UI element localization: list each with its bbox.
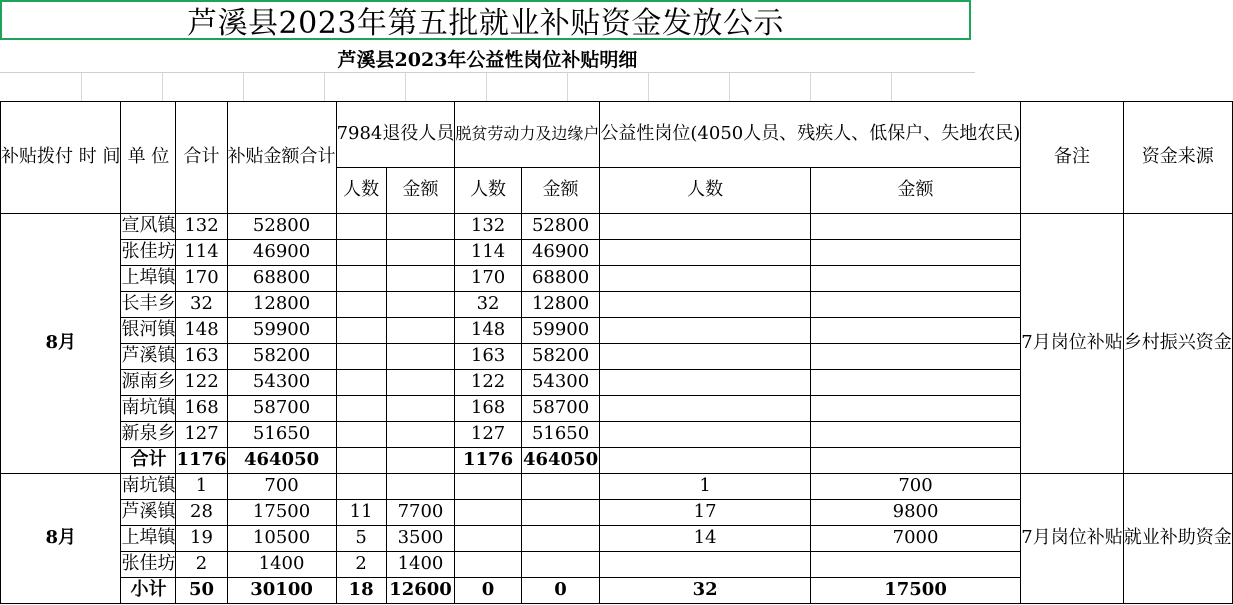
unit-cell: 芦溪镇	[121, 500, 176, 526]
amount-cell: 54300	[227, 370, 336, 396]
public-count-cell	[600, 552, 810, 578]
poverty-count-cell: 170	[455, 266, 521, 292]
poverty-count-cell: 132	[455, 214, 521, 240]
public-count-cell	[600, 214, 810, 240]
veterans-count-cell	[336, 292, 386, 318]
veterans-amount-cell: 7700	[386, 500, 455, 526]
header-total: 合计	[176, 102, 227, 214]
veterans-amount-cell	[386, 318, 455, 344]
veterans-count-cell: 18	[336, 578, 386, 604]
veterans-amount-cell	[386, 344, 455, 370]
public-amount-cell	[810, 396, 1020, 422]
header-people: 人数	[600, 168, 810, 214]
total-cell: 122	[176, 370, 227, 396]
public-amount-cell: 700	[810, 474, 1020, 500]
total-cell: 163	[176, 344, 227, 370]
total-cell: 50	[176, 578, 227, 604]
header-money: 金额	[386, 168, 455, 214]
header-note: 备注	[1021, 102, 1123, 214]
veterans-count-cell	[336, 448, 386, 474]
veterans-count-cell	[336, 266, 386, 292]
veterans-count-cell: 2	[336, 552, 386, 578]
poverty-amount-cell	[521, 474, 600, 500]
veterans-amount-cell: 1400	[386, 552, 455, 578]
public-amount-cell: 9800	[810, 500, 1020, 526]
table-row	[1, 474, 1233, 500]
header-people: 人数	[455, 168, 521, 214]
amount-cell: 17500	[227, 500, 336, 526]
total-cell: 1	[176, 474, 227, 500]
veterans-count-cell	[336, 214, 386, 240]
veterans-amount-cell	[386, 214, 455, 240]
unit-cell: 上埠镇	[121, 526, 176, 552]
blank-spacer-row	[0, 73, 975, 101]
amount-cell: 1400	[227, 552, 336, 578]
public-amount-cell	[810, 448, 1020, 474]
poverty-amount-cell: 51650	[521, 422, 600, 448]
public-amount-cell	[810, 266, 1020, 292]
poverty-count-cell: 168	[455, 396, 521, 422]
public-count-cell	[600, 448, 810, 474]
unit-cell: 新泉乡	[121, 422, 176, 448]
table-row	[1, 214, 1233, 240]
veterans-count-cell	[336, 370, 386, 396]
veterans-amount-cell	[386, 448, 455, 474]
veterans-amount-cell	[386, 292, 455, 318]
poverty-amount-cell	[521, 526, 600, 552]
veterans-amount-cell: 3500	[386, 526, 455, 552]
document-title: 芦溪县2023年第五批就业补贴资金发放公示	[0, 0, 971, 40]
amount-cell: 51650	[227, 422, 336, 448]
header-people: 人数	[336, 168, 386, 214]
amount-cell: 30100	[227, 578, 336, 604]
header-source: 资金来源	[1123, 102, 1232, 214]
total-cell: 1176	[176, 448, 227, 474]
public-count-cell	[600, 292, 810, 318]
public-amount-cell: 7000	[810, 526, 1020, 552]
veterans-count-cell	[336, 422, 386, 448]
subsidy-table	[0, 101, 1233, 604]
poverty-count-cell: 0	[455, 578, 521, 604]
header-row-1	[1, 102, 1233, 168]
veterans-amount-cell	[386, 396, 455, 422]
unit-cell: 南坑镇	[121, 474, 176, 500]
public-count-cell	[600, 370, 810, 396]
public-amount-cell	[810, 552, 1020, 578]
public-count-cell: 32	[600, 578, 810, 604]
fund-source-cell: 就业补助资金	[1123, 474, 1232, 604]
amount-cell: 68800	[227, 266, 336, 292]
poverty-count-cell: 114	[455, 240, 521, 266]
poverty-amount-cell: 58700	[521, 396, 600, 422]
veterans-amount-cell	[386, 266, 455, 292]
unit-cell: 小计	[121, 578, 176, 604]
total-cell: 19	[176, 526, 227, 552]
veterans-amount-cell: 12600	[386, 578, 455, 604]
poverty-count-cell	[455, 474, 521, 500]
public-amount-cell: 17500	[810, 578, 1020, 604]
poverty-count-cell	[455, 526, 521, 552]
veterans-amount-cell	[386, 240, 455, 266]
poverty-count-cell: 148	[455, 318, 521, 344]
amount-cell: 10500	[227, 526, 336, 552]
public-count-cell	[600, 344, 810, 370]
payment-date-cell: 8月	[1, 214, 121, 474]
amount-cell: 58700	[227, 396, 336, 422]
public-amount-cell	[810, 344, 1020, 370]
public-count-cell	[600, 422, 810, 448]
public-amount-cell	[810, 318, 1020, 344]
amount-cell: 58200	[227, 344, 336, 370]
total-cell: 2	[176, 552, 227, 578]
veterans-count-cell	[336, 318, 386, 344]
poverty-amount-cell	[521, 552, 600, 578]
poverty-count-cell: 163	[455, 344, 521, 370]
poverty-amount-cell: 464050	[521, 448, 600, 474]
note-cell: 7月岗位补贴	[1021, 474, 1123, 604]
total-cell: 148	[176, 318, 227, 344]
total-cell: 28	[176, 500, 227, 526]
veterans-count-cell	[336, 240, 386, 266]
unit-cell: 张佳坊	[121, 552, 176, 578]
poverty-count-cell: 127	[455, 422, 521, 448]
total-cell: 114	[176, 240, 227, 266]
total-cell: 170	[176, 266, 227, 292]
unit-cell: 源南乡	[121, 370, 176, 396]
veterans-count-cell: 5	[336, 526, 386, 552]
note-cell: 7月岗位补贴	[1021, 214, 1123, 474]
poverty-count-cell: 32	[455, 292, 521, 318]
unit-cell: 银河镇	[121, 318, 176, 344]
header-public-posts: 公益性岗位(4050人员、残疾人、低保户、失地农民)	[600, 102, 1021, 168]
public-count-cell	[600, 396, 810, 422]
table-subtitle: 芦溪县2023年公益性岗位补贴明细	[0, 45, 975, 73]
public-count-cell: 17	[600, 500, 810, 526]
poverty-amount-cell: 68800	[521, 266, 600, 292]
public-count-cell	[600, 240, 810, 266]
poverty-amount-cell	[521, 500, 600, 526]
total-cell: 132	[176, 214, 227, 240]
veterans-count-cell	[336, 396, 386, 422]
amount-cell: 12800	[227, 292, 336, 318]
poverty-amount-cell: 59900	[521, 318, 600, 344]
public-amount-cell	[810, 214, 1020, 240]
poverty-amount-cell: 12800	[521, 292, 600, 318]
total-cell: 168	[176, 396, 227, 422]
header-veterans: 7984退役人员	[336, 102, 455, 168]
fund-source-cell: 乡村振兴资金	[1123, 214, 1232, 474]
public-amount-cell	[810, 240, 1020, 266]
unit-cell: 长丰乡	[121, 292, 176, 318]
total-cell: 127	[176, 422, 227, 448]
veterans-count-cell: 11	[336, 500, 386, 526]
poverty-amount-cell: 58200	[521, 344, 600, 370]
unit-cell: 宣风镇	[121, 214, 176, 240]
total-cell: 32	[176, 292, 227, 318]
poverty-count-cell	[455, 500, 521, 526]
poverty-amount-cell: 46900	[521, 240, 600, 266]
public-count-cell: 14	[600, 526, 810, 552]
public-count-cell	[600, 318, 810, 344]
unit-cell: 合计	[121, 448, 176, 474]
unit-cell: 芦溪镇	[121, 344, 176, 370]
public-count-cell	[600, 266, 810, 292]
header-money: 金额	[521, 168, 600, 214]
amount-cell: 52800	[227, 214, 336, 240]
poverty-count-cell: 122	[455, 370, 521, 396]
header-date: 补贴拨付 时 间	[1, 102, 121, 214]
unit-cell: 南坑镇	[121, 396, 176, 422]
poverty-count-cell: 1176	[455, 448, 521, 474]
header-unit: 单 位	[121, 102, 176, 214]
amount-cell: 46900	[227, 240, 336, 266]
poverty-amount-cell: 54300	[521, 370, 600, 396]
header-amount-total: 补贴金额合计	[227, 102, 336, 214]
header-poverty: 脱贫劳动力及边缘户	[455, 102, 600, 168]
payment-date-cell: 8月	[1, 474, 121, 604]
poverty-count-cell	[455, 552, 521, 578]
public-count-cell: 1	[600, 474, 810, 500]
unit-cell: 张佳坊	[121, 240, 176, 266]
poverty-amount-cell: 52800	[521, 214, 600, 240]
veterans-count-cell	[336, 474, 386, 500]
veterans-amount-cell	[386, 474, 455, 500]
veterans-count-cell	[336, 344, 386, 370]
public-amount-cell	[810, 292, 1020, 318]
header-money: 金额	[810, 168, 1020, 214]
amount-cell: 59900	[227, 318, 336, 344]
veterans-amount-cell	[386, 422, 455, 448]
public-amount-cell	[810, 370, 1020, 396]
public-amount-cell	[810, 422, 1020, 448]
poverty-amount-cell: 0	[521, 578, 600, 604]
unit-cell: 上埠镇	[121, 266, 176, 292]
amount-cell: 700	[227, 474, 336, 500]
veterans-amount-cell	[386, 370, 455, 396]
amount-cell: 464050	[227, 448, 336, 474]
